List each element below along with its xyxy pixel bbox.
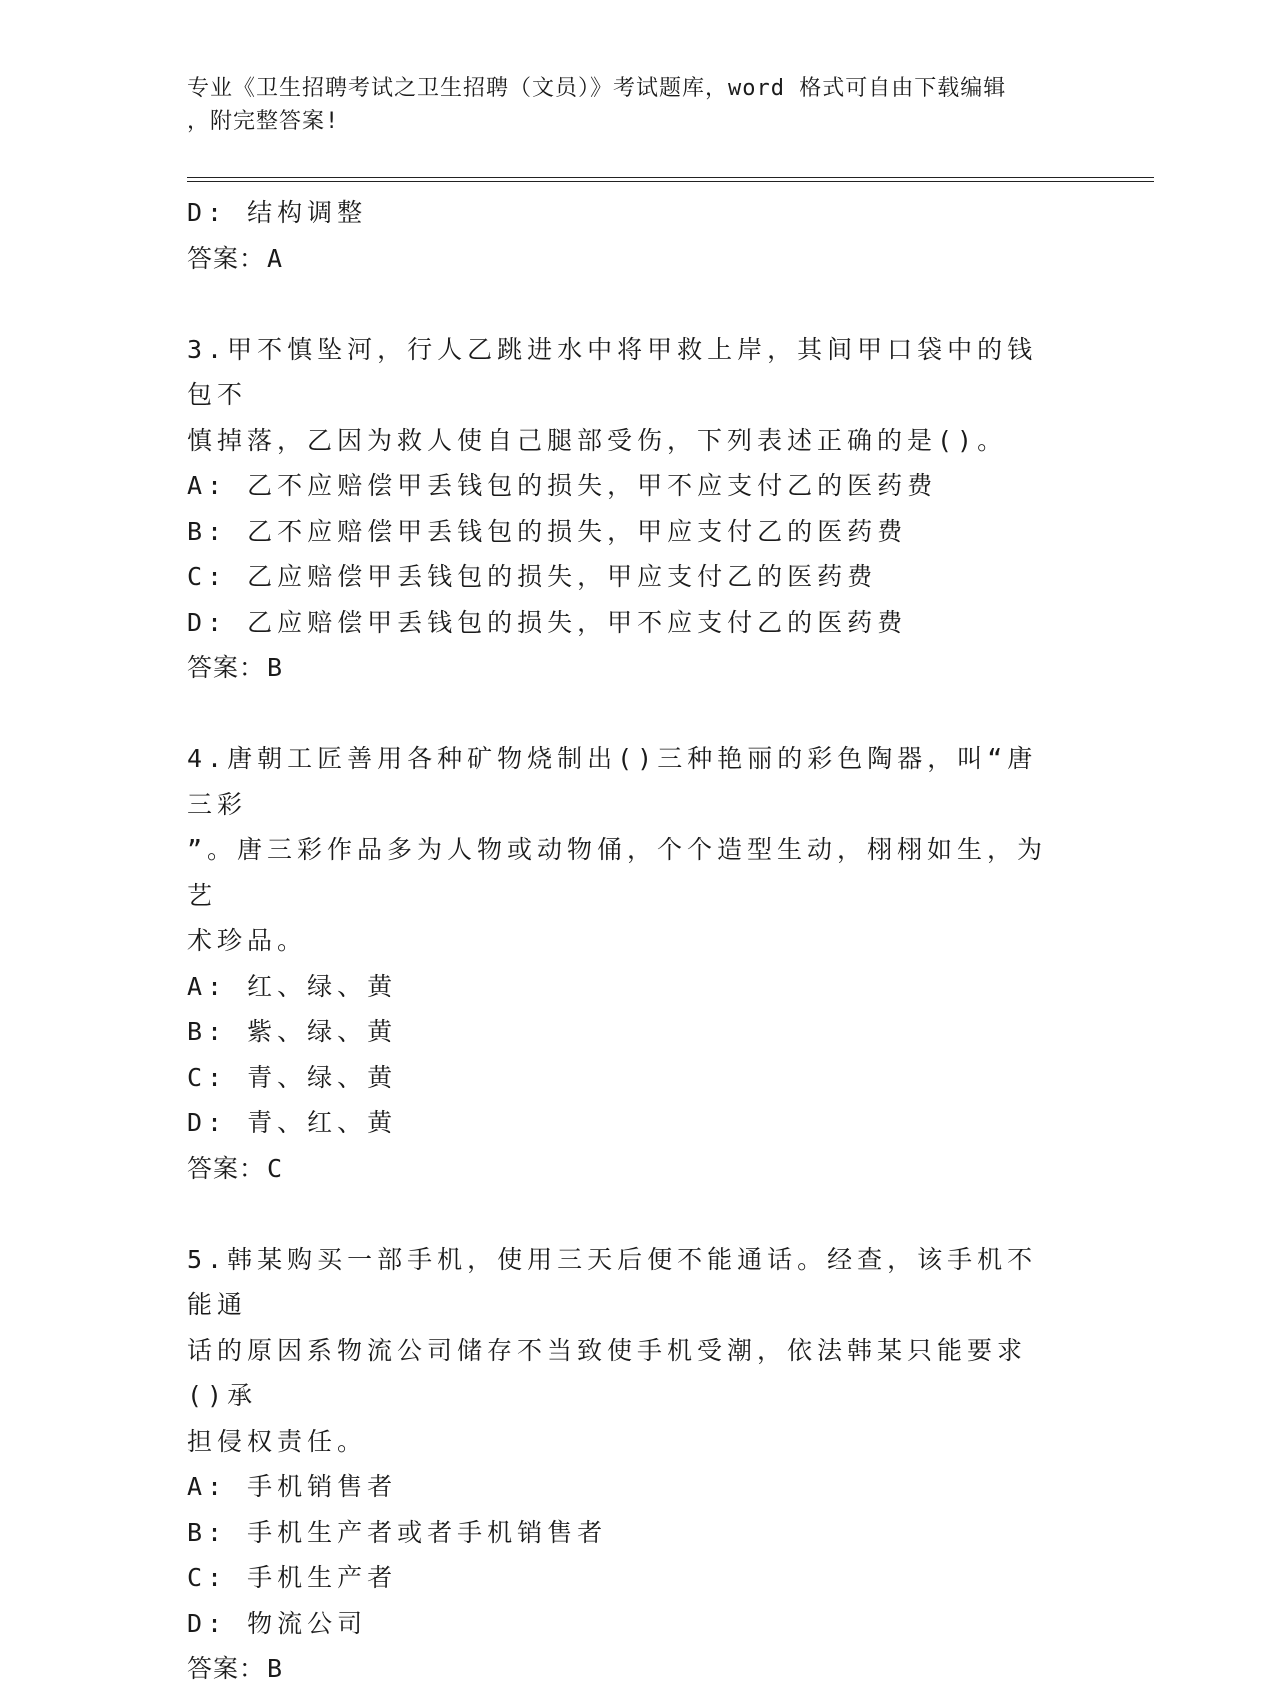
header-line-2: ，附完整答案! bbox=[187, 109, 340, 134]
option-a: A: 手机销售者 bbox=[187, 1472, 398, 1501]
question-stem-line: 话的原因系物流公司储存不当致使手机受潮，依法韩某只能要求()承 bbox=[187, 1335, 1028, 1410]
question-stem-line: 5.韩某购买一部手机，使用三天后便不能通话。经查，该手机不能通 bbox=[187, 1244, 1038, 1319]
prev-answer bbox=[187, 236, 1067, 282]
option-c: C: 手机生产者 bbox=[187, 1563, 398, 1592]
option-b: B: 紫、绿、黄 bbox=[187, 1017, 398, 1046]
answer-value: B bbox=[267, 653, 284, 682]
document-header bbox=[187, 72, 1067, 138]
question-stem-line: 担侵权责任。 bbox=[187, 1426, 368, 1456]
header-line-1: 专业《卫生招聘考试之卫生招聘（文员）》考试题库，word 格式可自由下载编辑 bbox=[187, 76, 1007, 101]
prev-option-d: D: 结构调整 bbox=[187, 198, 368, 227]
option-d: D: 青、红、黄 bbox=[187, 1108, 398, 1137]
answer-value: B bbox=[267, 1654, 284, 1683]
question-block-4 bbox=[187, 736, 1067, 1191]
header-rule-bottom bbox=[187, 181, 1154, 182]
option-a: A: 红、绿、黄 bbox=[187, 971, 398, 1001]
question-stem-line: ”。唐三彩作品多为人物或动物俑，个个造型生动，栩栩如生，为艺 bbox=[187, 835, 1048, 910]
option-c: C: 青、绿、黄 bbox=[187, 1062, 398, 1092]
header-rule-top bbox=[187, 177, 1154, 178]
question-stem-line: 3.甲不慎坠河，行人乙跳进水中将甲救上岸，其间甲口袋中的钱包不 bbox=[187, 334, 1038, 409]
option-b: B: 乙不应赔偿甲丢钱包的损失，甲应支付乙的医药费 bbox=[187, 516, 908, 546]
spacer bbox=[187, 1191, 1067, 1237]
question-stem-line: 慎掉落，乙因为救人使自己腿部受伤，下列表述正确的是()。 bbox=[187, 425, 1008, 455]
answer-label: 答案： bbox=[187, 243, 266, 273]
spacer bbox=[187, 691, 1067, 737]
question-block-5 bbox=[187, 1237, 1067, 1692]
question-block-3 bbox=[187, 327, 1067, 691]
option-b: B: 手机生产者或者手机销售者 bbox=[187, 1517, 608, 1547]
question-answer bbox=[187, 645, 1067, 691]
answer-value: C bbox=[267, 1153, 284, 1183]
spacer bbox=[187, 281, 1067, 327]
option-c: C: 乙应赔偿甲丢钱包的损失，甲应支付乙的医药费 bbox=[187, 562, 878, 591]
option-d: D: 物流公司 bbox=[187, 1608, 368, 1638]
question-stem-line: 4.唐朝工匠善用各种矿物烧制出()三种艳丽的彩色陶器，叫“唐三彩 bbox=[187, 744, 1038, 819]
question-content bbox=[187, 190, 1067, 1692]
question-answer bbox=[187, 1146, 1067, 1192]
question-stem-line: 术珍品。 bbox=[187, 926, 308, 955]
question-answer bbox=[187, 1646, 1067, 1692]
answer-value: A bbox=[267, 243, 284, 273]
answer-label: 答案： bbox=[187, 653, 266, 682]
option-a: A: 乙不应赔偿甲丢钱包的损失，甲不应支付乙的医药费 bbox=[187, 471, 938, 500]
answer-label: 答案： bbox=[187, 1654, 266, 1683]
answer-label: 答案： bbox=[187, 1153, 266, 1183]
option-d: D: 乙应赔偿甲丢钱包的损失，甲不应支付乙的医药费 bbox=[187, 607, 908, 637]
